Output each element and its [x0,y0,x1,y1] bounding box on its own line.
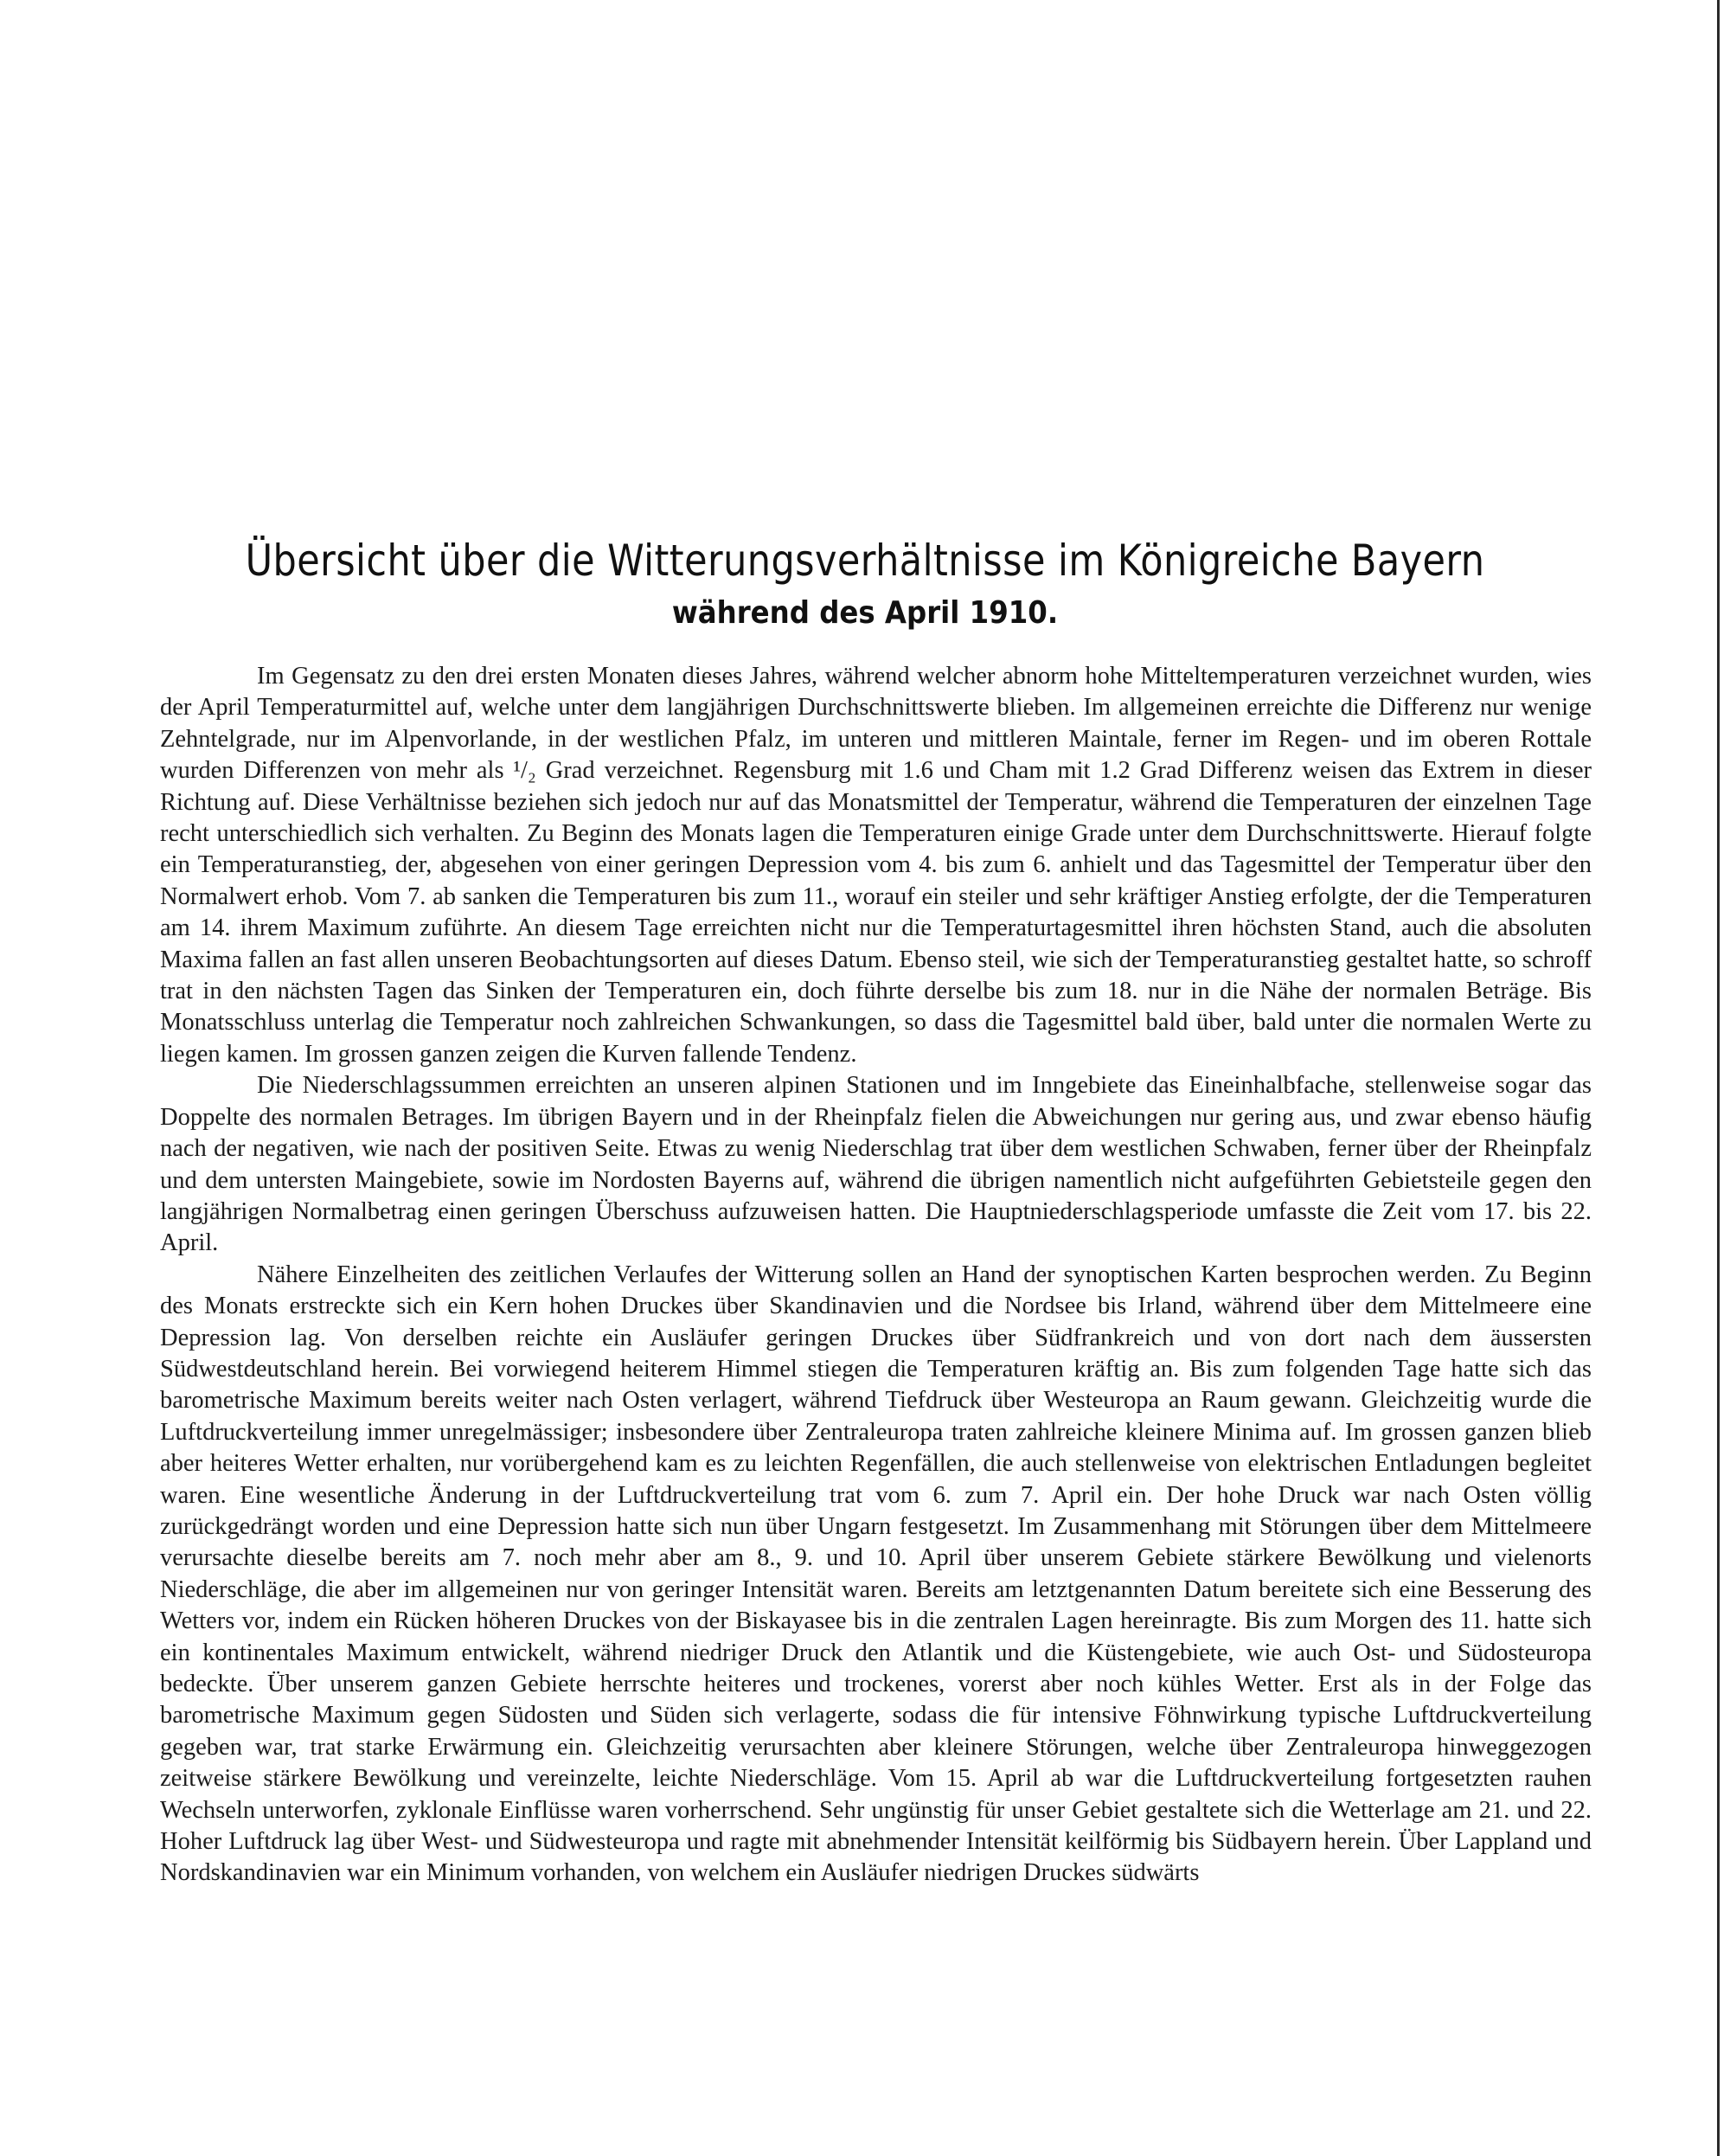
page-edge-line [1717,0,1720,2156]
document-body [160,661,1592,1890]
paragraph-weather-course: Nähere Einzelheiten des zeitlichen Verlaufes der Witterung sollen an Hand der synoptischen Karten besprochen werden. Zu Beginn des Monats erstreckte sich ein Kern hohen Druckes über Skandinavien und die Nordsee bis Irland, während über dem Mittelmeere eine Depression lag. Von derselben reichte ein Ausläufer geringen Druckes über Südfrankreich und von dort nach dem äussersten Südwestdeutschland herein. Bei vorwiegend heiterem Himmel stiegen die Temperaturen kräftig an. Bis zum folgenden Tage hatte sich das barometrische Maximum bereits weiter nach Osten verlagert, während Tiefdruck über Westeuropa an Raum gewann. Gleichzeitig wurde die Luftdruckverteilung immer unregelmässiger; insbesondere über Zentraleuropa traten zahlreiche kleinere Minima auf. Im grossen ganzen blieb aber heiteres Wetter erhalten, nur vorübergehend kam es zu leichten Regenfällen, die auch stellenweise von elektrischen Entladungen begleitet waren. Eine wesentliche Änderung in der Luftdruckverteilung trat vom 6. zum 7. April ein. Der hohe Druck war nach Osten völlig zurückgedrängt worden und eine Depression hatte sich nun über Ungarn festgesetzt. Im Zusammenhang mit Störungen über dem Mittelmeere verursachte dieselbe bereits am 7. noch mehr aber am 8., 9. und 10. April über unserem Gebiete stärkere Bewölkung und vielenorts Niederschläge, die aber im allgemeinen nur von geringer Intensität waren. Bereits am letztgenannten Datum bereitete sich eine Besserung des Wetters vor, indem ein Rücken höheren Druckes von der Biskayasee bis in die zentralen Lagen hereinragte. Bis zum Morgen des 11. hatte sich ein kontinentales Maximum entwickelt, während niedriger Druck den Atlantik und die Küstengebiete, wie auch Ost- und Südosteuropa bedeckte. Über unserem ganzen Gebiete herrschte heiteres und trockenes, vorerst aber noch kühles Wetter. Erst als in der Folge das barometrische Maximum gegen Südosten und Süden sich verlagerte, sodass die für intensive Föhnwirkung typische Luftdruckverteilung gegeben war, trat starke Erwärmung ein. Gleichzeitig verursachten aber kleinere Störungen, welche über Zentraleuropa hinweggezogen zeitweise stärkere Bewölkung und vereinzelte, leichte Niederschläge. Vom 15. April ab war die Luftdruckverteilung fortgesetzten rauhen Wechseln unterworfen, zyklonale Einflüsse waren vorherrschend. Sehr ungünstig für unser Gebiet gestaltete sich die Wetterlage am 21. und 22. Hoher Luftdruck lag über West- und Südwesteuropa und ragte mit abnehmender Intensität keilförmig bis Südbayern herein. Über Lappland und Nordskandinavien war ein Minimum vorhanden, von welchem ein Ausläufer niedrigen Druckes südwärts [160,1261,1592,1887]
document-subtitle: während des April 1910. [671,595,1059,631]
paragraph-temperature: Im Gegensatz zu den drei ersten Monaten dieses Jahres, während welcher abnorm hohe Mitteltemperaturen verzeichnet wurden, wies der April Temperaturmittel auf, welche unter dem langjährigen Durchschnittswerte blieben. Im allgemeinen erreichte die Differenz nur wenige Zehntelgrade, nur im Alpenvorlande, in der westlichen Pfalz, im unteren und mittleren Maintale, ferner im Regen- und im oberen Rottale wurden Differenzen von mehr als ¹/₂ Grad verzeichnet. Regensburg mit 1.6 und Cham mit 1.2 Grad Differenz weisen das Extrem in dieser Richtung auf. Diese Verhältnisse beziehen sich jedoch nur auf das Monatsmittel der Temperatur, während die Temperaturen der einzelnen Tage recht unterschiedlich sich verhalten. Zu Beginn des Monats lagen die Temperaturen einige Grade unter dem Durchschnittswerte. Hierauf folgte ein Temperaturanstieg, der, abgesehen von einer geringen Depression vom 4. bis zum 6. anhielt und das Tagesmittel der Temperatur über den Normalwert erhob. Vom 7. ab sanken die Temperaturen bis zum 11., worauf ein steiler und sehr kräftiger Anstieg erfolgte, der die Temperaturen am 14. ihrem Maximum zuführte. An diesem Tage erreichten nicht nur die Temperaturtagesmittel ihren höchsten Stand, auch die absoluten Maxima fallen an fast allen unseren Beobachtungsorten auf dieses Datum. Ebenso steil, wie sich der Temperaturanstieg gestaltet hatte, so schroff trat in den nächsten Tagen das Sinken der Temperaturen ein, doch führte derselbe bis zum 18. nur in die Nähe der normalen Beträge. Bis Monatsschluss unterlag die Temperatur noch zahlreichen Schwankungen, so dass die Tagesmittel bald über, bald unter die normalen Werte zu liegen kamen. Im grossen ganzen zeigen die Kurven fallende Tendenz. [160,663,1592,1068]
document-title: Übersicht über die Witterungsverhältnisse im Königreiche Bayern [245,536,1485,586]
paragraph-precipitation: Die Niederschlagssummen erreichten an unseren alpinen Stationen und im Inngebiete das Eineinhalbfache, stellenweise sogar das Doppelte des normalen Betrages. Im übrigen Bayern und in der Rheinpfalz fielen die Abweichungen nur gering aus, und zwar ebenso häufig nach der negativen, wie nach der positiven Seite. Etwas zu wenig Niederschlag trat über dem westlichen Schwaben, ferner über der Rheinpfalz und dem untersten Maingebiete, sowie im Nordosten Bayerns auf, während die übrigen namentlich nicht aufgeführten Gebietsteile gegen den langjährigen Normalbetrag einen geringen Überschuss aufzuweisen hatten. Die Hauptniederschlagsperiode umfasste die Zeit vom 17. bis 22. April. [160,1072,1592,1257]
